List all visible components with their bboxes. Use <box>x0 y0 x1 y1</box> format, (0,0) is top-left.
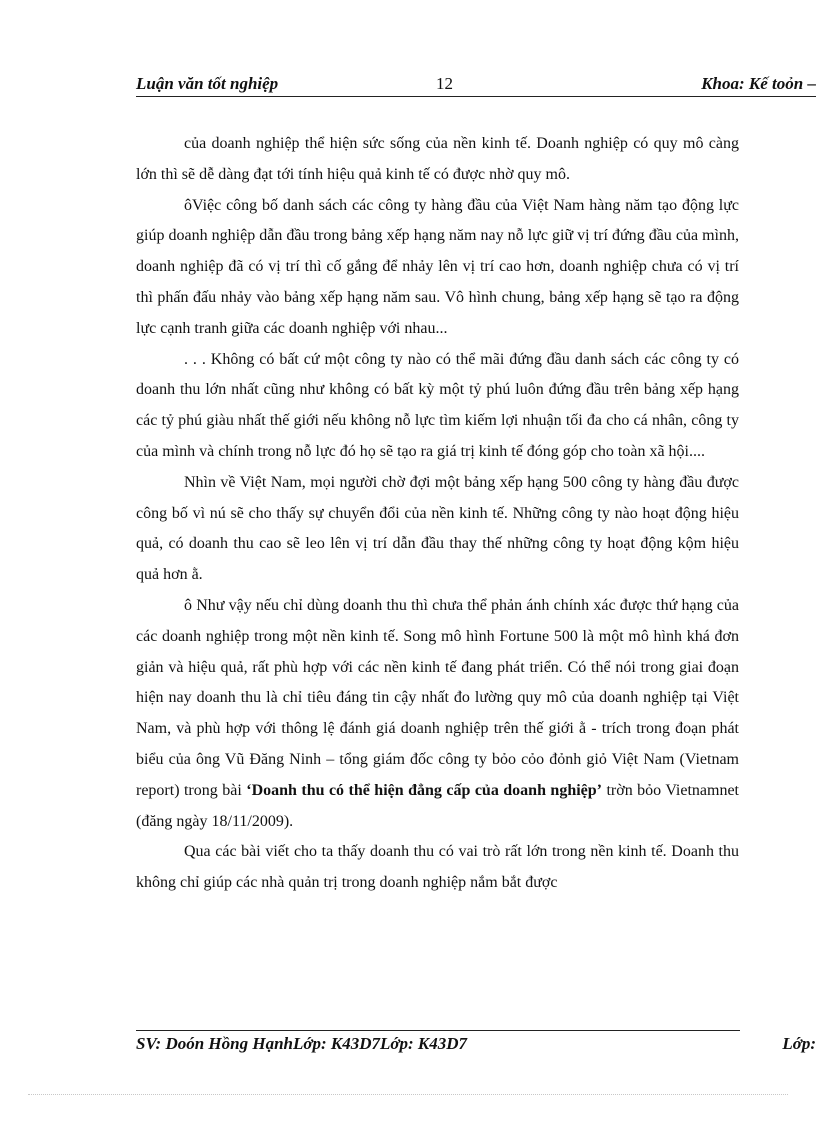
page-break-rule <box>28 1094 788 1095</box>
page-footer <box>136 1030 816 1060</box>
paragraph-5-tail: trờn bỏo Vietnamnet (đăng ngày 18/11/2009). <box>136 781 740 830</box>
header-rule <box>136 96 816 97</box>
page-header <box>136 72 816 98</box>
footer-rule <box>136 1030 740 1031</box>
footer-class-label: Lớp: <box>782 1034 816 1053</box>
paragraph-6: Qua các bài viết cho ta thấy doanh thu có vai trò rất lớn trong nền kinh tế. Doanh thu không chỉ giúp các nhà quản trị trong doanh nghiệp nắm bắt được <box>136 843 739 892</box>
header-thesis-title: Luận văn tốt nghiệp <box>136 74 279 93</box>
paragraph-2: ôViệc công bố danh sách các công ty hàng đầu của Việt Nam hàng năm tạo động lực giúp doanh nghiệp dẫn đầu trong bảng xếp hạng năm nay nỗ lực giữ vị trí đứng đầu của mình, doanh nghiệp đã có vị trí thì cố gắng để nhảy lên vị trí cao hơn, doanh nghiệp chưa có vị trí thì phấn đấu nhảy vào bảng xếp hạng năm sau. Vô hình chung, bảng xếp hạng sẽ tạo ra động lực cạnh tranh giữa các doanh nghiệp với nhau... <box>136 196 739 337</box>
paragraph-5 <box>136 591 739 837</box>
footer-student-info: SV: Doón Hồng HạnhLớp: K43D7Lớp: K43D7 <box>136 1034 468 1053</box>
paragraph-1: của doanh nghiệp thể hiện sức sống của nền kinh tế. Doanh nghiệp có quy mô càng lớn thì sẽ dễ dàng đạt tới tính hiệu quả kinh tế có được nhờ quy mô. <box>136 135 739 183</box>
paragraph-5-text: ô Như vậy nếu chỉ dùng doanh thu thì chưa thể phản ánh chính xác được thứ hạng của các doanh nghiệp trong một nền kinh tế. Song mô hình Fortune 500 là một mô hình khá đơn giản và hiệu quả, rất phù hợp với các nền kinh tế đang phát triển. Có thể nói trong giai đoạn hiện nay doanh thu là chỉ tiêu đáng tin cậy nhất đo lường quy mô của doanh nghiệp tại Việt Nam, và phù hợp với thông lệ đánh giá doanh nghiệp trên thế giới ằ - trích trong đoạn phát biểu của ông Vũ Đăng Ninh – tổng giám đốc công ty bỏo cỏo đỏnh giỏ Việt Nam (Vietnam report) trong bài <box>136 596 739 799</box>
page-number: 12 <box>436 74 453 93</box>
header-faculty: Khoa: Kế toỏn – <box>701 74 816 93</box>
body-text <box>136 129 739 899</box>
paragraph-3: . . . Không có bất cứ một công ty nào có thể mãi đứng đầu danh sách các công ty có doanh thu lớn nhất cũng như không có bất kỳ một tỷ phú luôn đứng đầu trên bảng xếp hạng các tỷ phú giàu nhất thế giới nếu không nỗ lực tìm kiếm lợi nhuận tối đa cho cá nhân, công ty của mình và chính trong nỗ lực đó họ sẽ tạo ra giá trị kinh tế đóng góp cho toàn xã hội.... <box>136 350 739 460</box>
paragraph-4: Nhìn về Việt Nam, mọi người chờ đợi một bảng xếp hạng 500 công ty hàng đầu được công bố vì nú sẽ cho thấy sự chuyển đổi của nền kinh tế. Những công ty nào hoạt động hiệu quả, có doanh thu cao sẽ leo lên vị trí dẫn đầu thay thế những công ty hoạt động kộm hiệu quả hơn ằ. <box>136 473 739 584</box>
article-title: ‘Doanh thu có thể hiện đẳng cấp của doanh nghiệp’ <box>246 781 602 799</box>
